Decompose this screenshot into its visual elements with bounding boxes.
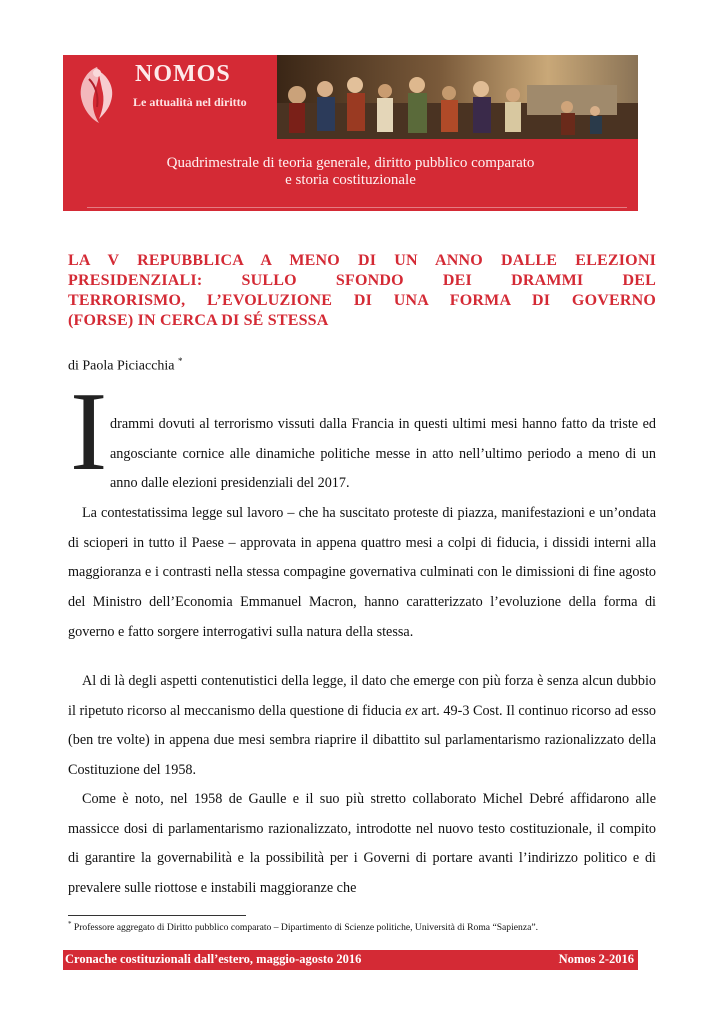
title-line-3: TERRORISMO, L’EVOLUZIONE DI UNA FORMA DI GOVERNO xyxy=(68,292,656,309)
paragraph-3-italic: ex xyxy=(405,702,418,719)
footer-section: Cronache costituzionali dall’estero, maggio-agosto 2016 xyxy=(65,952,362,966)
paragraph-4: Come è noto, nel 1958 de Gaulle e il suo più stretto collaborato Michel Debré affidarono alle massicce dosi di parlamentarismo razionalizzato, introdotte nel nuovo testo costituzionale, il compito di garantire la governabilità e la possibilità per i Governi di portare avanti l’indirizzo politico e di prevalere sulle riottose e instabili maggioranze che xyxy=(68,791,656,896)
header-painting-image xyxy=(277,55,638,139)
paragraph-3-text-a: Al di là degli aspetti contenutistici della legge, il dato che emerge con più forza è senza alcun dubbio il ripetuto ricorso al meccanismo della questione di fiducia xyxy=(68,673,656,719)
journal-tagline xyxy=(63,155,638,189)
paragraph-3 xyxy=(68,667,656,785)
banner-divider xyxy=(87,207,627,208)
title-line-1: LA V REPUBBLICA A MENO DI UN ANNO DALLE ELEZIONI xyxy=(68,252,656,269)
brand-subtitle: Le attualità nel diritto xyxy=(133,95,247,109)
brand-title: NOMOS xyxy=(135,61,231,87)
title-line-4: (FORSE) IN CERCA DI SÉ STESSA xyxy=(68,312,329,329)
nomos-logo-icon xyxy=(69,61,125,127)
paragraph-1: drammi dovuti al terrorismo vissuti dalla Francia in questi ultimi mesi hanno fatto da triste ed angosciante cornice alle dinamiche politiche messe in atto nell’ultimo periodo a meno di un anno dalle elezioni presidenziali del 2017. xyxy=(110,416,656,492)
title-line-2: PRESIDENZIALI: SULLO SFONDO DEI DRAMMI DEL xyxy=(68,272,656,289)
footnote-text: Professore aggregato di Diritto pubblico comparato – Dipartimento di Scienze politiche, Università di Roma “Sapienza”. xyxy=(71,922,538,934)
tagline-line-1: Quadrimestrale di teoria generale, diritto pubblico comparato xyxy=(166,155,535,171)
page-footer xyxy=(63,950,638,970)
author-name: di Paola Piciacchia xyxy=(68,358,175,374)
footer-issue: Nomos 2-2016 xyxy=(558,952,634,966)
footnote-mark: * xyxy=(68,920,72,928)
footnote-divider xyxy=(68,915,246,916)
paragraph-3-text-b: art. 49-3 Cost. Il continuo ricorso ad esso (ben tre volte) in appena due mesi sembra riaprire il dibattito sul parlamentarismo razionalizzato della Costituzione del 1958. xyxy=(68,702,656,778)
header-banner xyxy=(63,55,638,211)
article-title xyxy=(68,251,656,331)
footnote xyxy=(68,920,668,933)
tagline-line-2: e storia costituzionale xyxy=(285,172,416,188)
drop-cap: I xyxy=(70,370,108,494)
paragraph-2: La contestatissima legge sul lavoro – che ha suscitato proteste di piazza, manifestazioni e un’ondata di scioperi in tutto il Paese – approvata in appena quattro mesi a colpi di fiducia, i dissidi interni alla maggioranza e i contrasti nella stessa compagine governativa culminati con le dimissioni di fine agosto del Ministro dell’Economia Emmanuel Macron, hanno caratterizzato l’evoluzione della forma di governo e fatto sorgere interrogativi sulla natura della stessa. xyxy=(68,505,656,640)
author-footnote-mark: * xyxy=(178,356,183,366)
